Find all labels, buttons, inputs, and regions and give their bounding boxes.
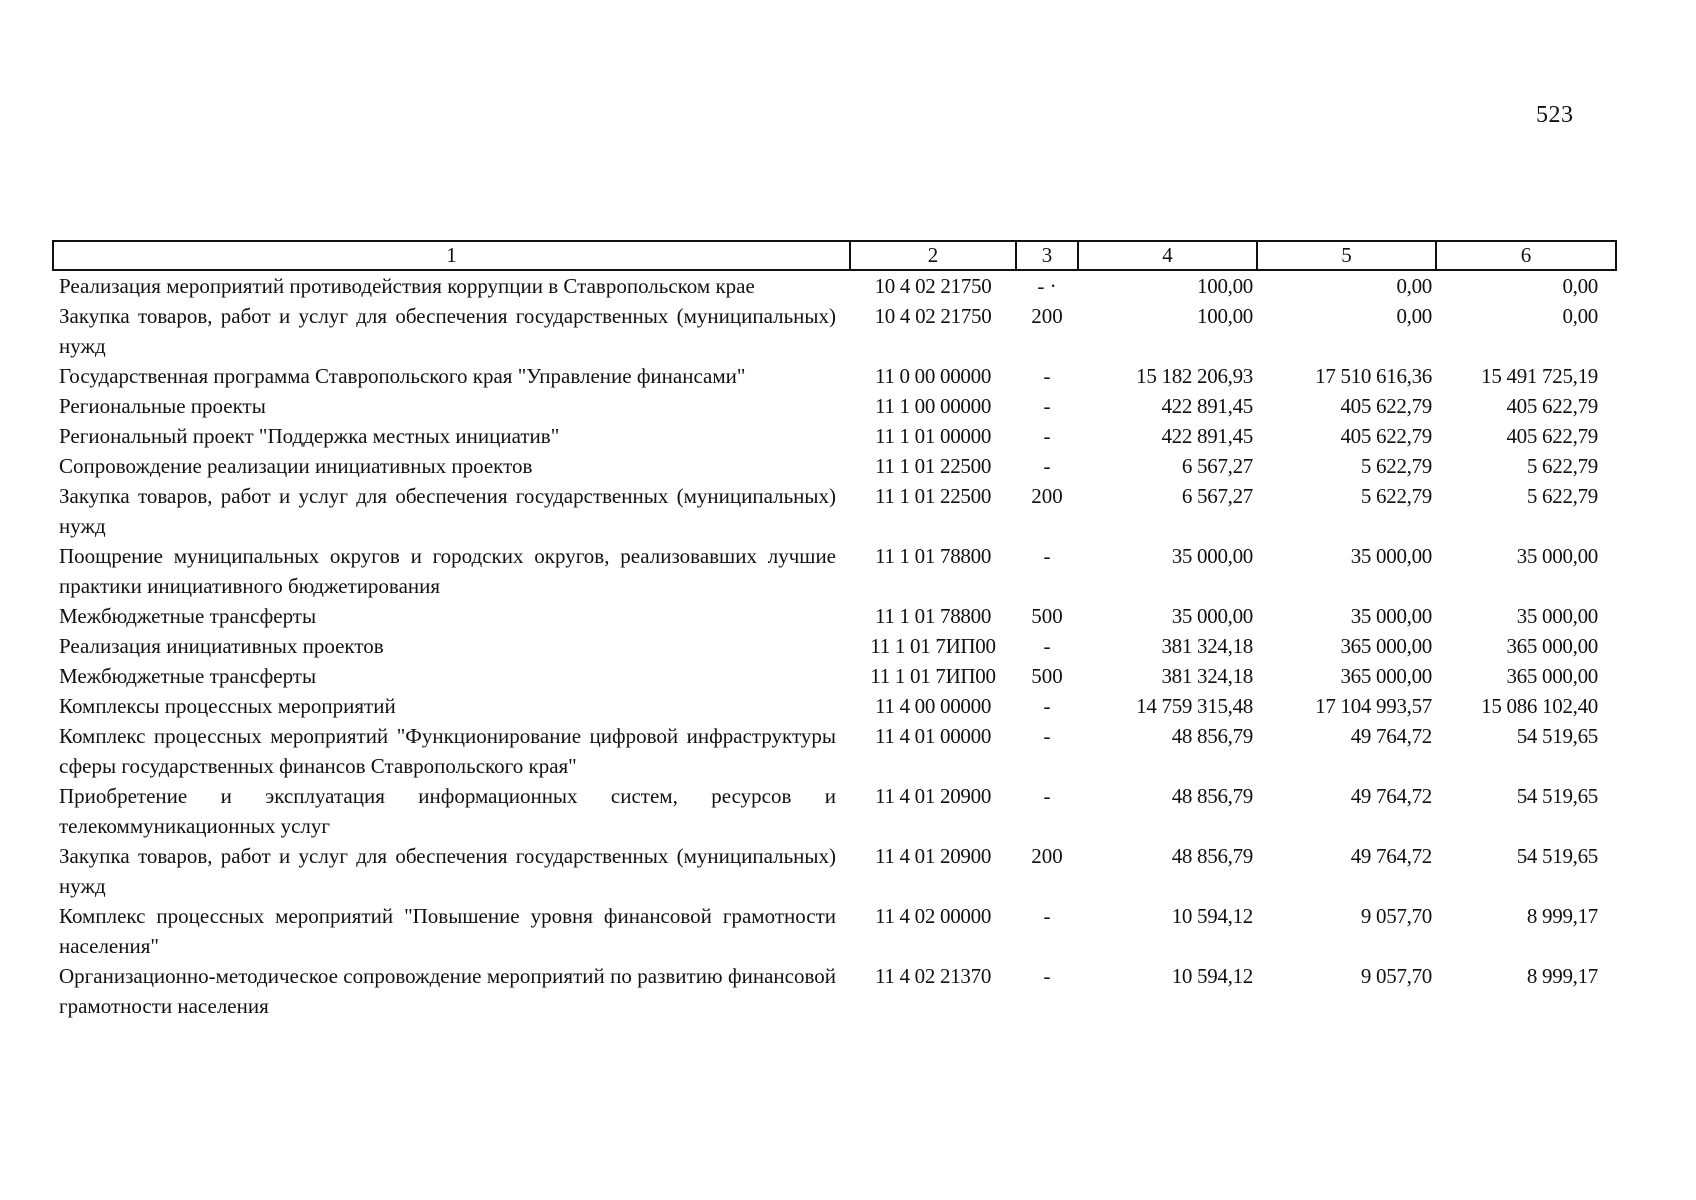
row-name: Сопровождение реализации инициативных проектов bbox=[59, 454, 533, 478]
row-code: 11 4 01 20900 bbox=[874, 844, 992, 868]
row-code: 11 1 00 00000 bbox=[874, 394, 992, 418]
row-value-4: 100,00 bbox=[1197, 274, 1253, 298]
row-type: 500 bbox=[1031, 664, 1063, 688]
row-code: 11 1 01 7ИП00 bbox=[870, 664, 996, 688]
row-name: Региональный проект "Поддержка местных инициатив" bbox=[59, 424, 560, 448]
row-value-6: 405 622,79 bbox=[1506, 424, 1598, 448]
table-row bbox=[53, 301, 1616, 361]
row-value-4: 422 891,45 bbox=[1161, 394, 1253, 418]
row-code: 11 4 01 20900 bbox=[874, 784, 992, 808]
row-type: - bbox=[1043, 454, 1051, 478]
column-header-4: 4 bbox=[1078, 241, 1257, 270]
row-name: Комплексы процессных мероприятий bbox=[59, 694, 396, 718]
row-name: Поощрение муниципальных округов и городских округов, реализовавших лучшие практики инициативного бюджетирования bbox=[59, 544, 836, 598]
row-value-5: 0,00 bbox=[1396, 304, 1432, 328]
row-type: - bbox=[1043, 634, 1051, 658]
row-value-6: 5 622,79 bbox=[1526, 484, 1598, 508]
table-row bbox=[53, 661, 1616, 691]
row-value-5: 9 057,70 bbox=[1360, 904, 1432, 928]
table-row bbox=[53, 601, 1616, 631]
column-header-1: 1 bbox=[53, 241, 850, 270]
table-row bbox=[53, 541, 1616, 601]
row-code: 11 4 02 21370 bbox=[874, 964, 992, 988]
row-value-4: 381 324,18 bbox=[1161, 634, 1253, 658]
row-type: - bbox=[1043, 784, 1051, 808]
row-code: 11 1 01 7ИП00 bbox=[870, 634, 996, 658]
row-code: 11 1 01 00000 bbox=[874, 424, 992, 448]
row-value-5: 405 622,79 bbox=[1340, 424, 1432, 448]
row-value-4: 422 891,45 bbox=[1161, 424, 1253, 448]
row-type: - bbox=[1043, 544, 1051, 568]
row-value-4: 10 594,12 bbox=[1171, 904, 1253, 928]
row-value-6: 0,00 bbox=[1562, 274, 1598, 298]
row-value-4: 35 000,00 bbox=[1171, 604, 1253, 628]
row-type: - bbox=[1043, 394, 1051, 418]
row-name: Комплекс процессных мероприятий "Повышение уровня финансовой грамотности населения" bbox=[59, 904, 836, 958]
row-type: - bbox=[1043, 724, 1051, 748]
row-name: Закупка товаров, работ и услуг для обеспечения государственных (муниципальных) нужд bbox=[59, 304, 836, 358]
row-value-5: 17 510 616,36 bbox=[1315, 364, 1432, 388]
row-value-4: 14 759 315,48 bbox=[1136, 694, 1253, 718]
row-type: - bbox=[1043, 364, 1051, 388]
row-value-6: 35 000,00 bbox=[1516, 544, 1598, 568]
table-row bbox=[53, 421, 1616, 451]
row-value-4: 48 856,79 bbox=[1171, 844, 1253, 868]
row-value-5: 35 000,00 bbox=[1350, 604, 1432, 628]
row-name: Межбюджетные трансферты bbox=[59, 604, 317, 628]
row-value-6: 35 000,00 bbox=[1516, 604, 1598, 628]
row-value-4: 10 594,12 bbox=[1171, 964, 1253, 988]
header-row bbox=[53, 241, 1616, 270]
row-name: Реализация инициативных проектов bbox=[59, 634, 384, 658]
row-value-6: 54 519,65 bbox=[1516, 724, 1598, 748]
table-row bbox=[53, 631, 1616, 661]
row-value-6: 54 519,65 bbox=[1516, 844, 1598, 868]
column-header-2: 2 bbox=[850, 241, 1016, 270]
row-name: Региональные проекты bbox=[59, 394, 266, 418]
row-type: 500 bbox=[1031, 604, 1063, 628]
row-value-4: 48 856,79 bbox=[1171, 784, 1253, 808]
row-code: 11 1 01 22500 bbox=[874, 454, 992, 478]
table-row bbox=[53, 391, 1616, 421]
row-value-5: 49 764,72 bbox=[1350, 724, 1432, 748]
row-name: Межбюджетные трансферты bbox=[59, 664, 317, 688]
row-name: Комплекс процессных мероприятий "Функционирование цифровой инфраструктуры сферы государственных финансов Ставропольского края" bbox=[59, 724, 836, 778]
row-value-4: 48 856,79 bbox=[1171, 724, 1253, 748]
row-value-5: 5 622,79 bbox=[1360, 454, 1432, 478]
row-name: Закупка товаров, работ и услуг для обеспечения государственных (муниципальных) нужд bbox=[59, 844, 836, 898]
row-value-6: 365 000,00 bbox=[1506, 664, 1598, 688]
row-value-6: 0,00 bbox=[1562, 304, 1598, 328]
table-row bbox=[53, 721, 1616, 781]
row-value-4: 6 567,27 bbox=[1181, 484, 1253, 508]
row-type: 200 bbox=[1031, 484, 1063, 508]
row-type: - bbox=[1043, 694, 1051, 718]
row-value-5: 49 764,72 bbox=[1350, 784, 1432, 808]
table-row bbox=[53, 270, 1616, 301]
row-value-6: 54 519,65 bbox=[1516, 784, 1598, 808]
table-row bbox=[53, 691, 1616, 721]
column-header-3: 3 bbox=[1016, 241, 1078, 270]
row-name: Закупка товаров, работ и услуг для обеспечения государственных (муниципальных) нужд bbox=[59, 484, 836, 538]
row-value-6: 365 000,00 bbox=[1506, 634, 1598, 658]
row-code: 11 1 01 78800 bbox=[874, 544, 992, 568]
table-row bbox=[53, 361, 1616, 391]
row-value-6: 8 999,17 bbox=[1526, 964, 1598, 988]
row-value-6: 15 491 725,19 bbox=[1481, 364, 1598, 388]
row-code: 11 4 02 00000 bbox=[874, 904, 992, 928]
row-code: 11 1 01 22500 bbox=[874, 484, 992, 508]
row-type: - bbox=[1043, 904, 1051, 928]
row-code: 11 1 01 78800 bbox=[874, 604, 992, 628]
row-value-6: 15 086 102,40 bbox=[1481, 694, 1598, 718]
row-code: 10 4 02 21750 bbox=[874, 304, 992, 328]
page-number: 523 bbox=[1536, 102, 1574, 128]
row-value-5: 0,00 bbox=[1396, 274, 1432, 298]
row-value-5: 35 000,00 bbox=[1350, 544, 1432, 568]
row-value-5: 49 764,72 bbox=[1350, 844, 1432, 868]
row-value-6: 405 622,79 bbox=[1506, 394, 1598, 418]
row-value-6: 5 622,79 bbox=[1526, 454, 1598, 478]
row-value-5: 17 104 993,57 bbox=[1315, 694, 1432, 718]
table-row bbox=[53, 481, 1616, 541]
row-name: Реализация мероприятий противодействия коррупции в Ставропольском крае bbox=[59, 274, 755, 298]
row-type: - bbox=[1043, 424, 1051, 448]
table-row bbox=[53, 901, 1616, 961]
row-name: Организационно-методическое сопровождение мероприятий по развитию финансовой грамотности населения bbox=[59, 964, 836, 1018]
row-code: 10 4 02 21750 bbox=[874, 274, 992, 298]
row-value-6: 8 999,17 bbox=[1526, 904, 1598, 928]
table-row bbox=[53, 961, 1616, 1021]
row-name: Приобретение и эксплуатация информационных систем, ресурсов и телекоммуникационных услуг bbox=[59, 784, 836, 838]
row-type: 200 bbox=[1031, 304, 1063, 328]
table-row bbox=[53, 841, 1616, 901]
row-value-4: 6 567,27 bbox=[1181, 454, 1253, 478]
column-header-5: 5 bbox=[1257, 241, 1436, 270]
row-value-4: 15 182 206,93 bbox=[1136, 364, 1253, 388]
row-type: - bbox=[1043, 964, 1051, 988]
row-value-4: 35 000,00 bbox=[1171, 544, 1253, 568]
row-code: 11 4 00 00000 bbox=[874, 694, 992, 718]
row-value-5: 365 000,00 bbox=[1340, 634, 1432, 658]
row-value-5: 365 000,00 bbox=[1340, 664, 1432, 688]
row-type: - · bbox=[1037, 274, 1057, 298]
row-value-4: 100,00 bbox=[1197, 304, 1253, 328]
row-type: 200 bbox=[1031, 844, 1063, 868]
row-code: 11 0 00 00000 bbox=[874, 364, 992, 388]
row-value-5: 405 622,79 bbox=[1340, 394, 1432, 418]
row-name: Государственная программа Ставропольского края "Управление финансами" bbox=[59, 364, 746, 388]
row-value-5: 9 057,70 bbox=[1360, 964, 1432, 988]
table-row bbox=[53, 781, 1616, 841]
row-value-5: 5 622,79 bbox=[1360, 484, 1432, 508]
row-code: 11 4 01 00000 bbox=[874, 724, 992, 748]
table-row bbox=[53, 451, 1616, 481]
column-header-6: 6 bbox=[1436, 241, 1616, 270]
row-value-4: 381 324,18 bbox=[1161, 664, 1253, 688]
budget-table bbox=[52, 240, 1617, 1021]
